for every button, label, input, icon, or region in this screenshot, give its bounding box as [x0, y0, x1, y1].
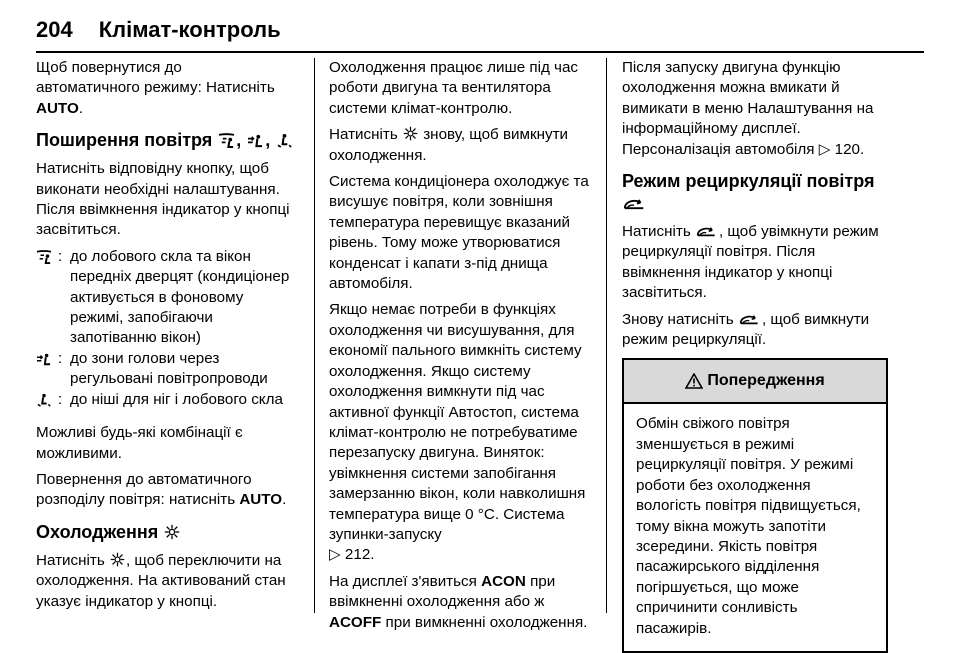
recirculation-heading: Режим рециркуляції повітря [622, 170, 888, 214]
settings-menu-paragraph: Після запуску двигуна функцію охолодження можна вмикати й вимикати в меню Налаштування на інформаційному дисплеї. Персоналізація автомобіля ▷ 120. [622, 59, 874, 158]
recirculation-icon [739, 314, 761, 326]
recirculation-icon [623, 198, 647, 211]
warning-text: Обмін свіжого повітря зменшується в режимі рециркуляції повітря. У режимі роботи без охолодження вологість повітря підвищується, тому вікна можуть запотіти зсередини. Якість повітря пасажирського відділення погіршується, що може спричинити сонливість пасажирів. [636, 415, 861, 637]
page-header [36, 10, 924, 50]
header-rule [36, 51, 924, 53]
page-number: 204 [36, 17, 73, 42]
column-2 [329, 58, 593, 639]
cooling-paragraph: Натисніть , щоб переключити на охолодження. На активований стан указує індикатор у кнопці. [36, 551, 286, 610]
ac-description-paragraph: Система кондиціонера охолоджує та висушує повітря, коли зовнішня температура перевищує вказаний рівень. Тому може утворюватися конденсат і капати з-під днища автомобіля. [329, 173, 589, 293]
warning-header [624, 360, 886, 404]
acon-label: ACON [481, 572, 526, 590]
windshield-airflow-icon [36, 250, 52, 264]
head-airflow-icon [36, 352, 52, 366]
warning-triangle-icon [685, 373, 703, 389]
column-divider [314, 58, 315, 613]
column-3 [622, 58, 888, 653]
auto-distribution-paragraph: Повернення до автоматичного розподілу повітря: натисніть AUTO. [36, 470, 287, 509]
column-divider [606, 58, 607, 613]
page-reference-arrow-icon: ▷ [818, 140, 831, 158]
acoff-label: ACOFF [329, 613, 382, 631]
page-reference: 120. [834, 140, 865, 158]
warning-box [622, 358, 888, 652]
head-airflow-icon [247, 133, 264, 148]
column-1 [36, 58, 300, 618]
snowflake-icon [164, 524, 180, 540]
fuel-economy-paragraph: Якщо немає потреби в функціях охолодження чи висушування, для економії пального вимкніть систему охолодження. Якщо систему охолодження вимкнути під час активної функції Автостоп, система клімат-контролю не потребуватиме перезапуску двигуна. Виняток: увімкнення системи запобігання замерзанню вікон, коли навколишня температура вище 0 °C. Система зупинки-запуску ▷ 212. [329, 301, 586, 564]
cooling-condition-paragraph: Охолодження працює лише під час роботи двигуна та вентилятора системи клімат-контролю. [329, 59, 579, 117]
cooling-off-paragraph: Натисніть знову, щоб вимкнути охолодження. [329, 126, 569, 164]
page-reference: 212. [344, 546, 375, 564]
definition-row: : до ніші для ніг і лобового скла [36, 390, 300, 413]
snowflake-icon [403, 126, 418, 141]
recirculation-off-paragraph: Знову натисніть , щоб вимкнути режим рециркуляції. [622, 310, 870, 349]
recirculation-icon [696, 226, 718, 238]
warning-title: Попередження [707, 372, 825, 390]
windshield-airflow-icon [218, 133, 235, 148]
cooling-heading: Охолодження [36, 521, 300, 543]
recirculation-on-paragraph: Натисніть , щоб увімкнути режим рециркуляції повітря. Після ввімкнення індикатор у кнопці засвітиться. [622, 223, 879, 302]
airflow-definition-list [36, 247, 300, 413]
airflow-heading: Поширення повітря , , [36, 129, 300, 151]
snowflake-icon [110, 552, 125, 567]
combinations-paragraph: Можливі будь-які комбінації є можливими. [36, 424, 243, 462]
display-message-paragraph: На дисплеї з'явиться ACON при ввімкненні охолодження або ж ACOFF при вимкненні охолодження. [329, 572, 588, 631]
auto-return-paragraph: Щоб повернутися до автоматичного режиму: Натисніть AUTO. [36, 59, 275, 117]
auto-label: AUTO [36, 99, 79, 117]
airflow-paragraph: Натисніть відповідну кнопку, щоб виконати необхідні налаштування. Після ввімкнення індикатор у кнопці засвітиться. [36, 160, 290, 239]
auto-label: AUTO [239, 491, 283, 509]
definition-row: : до зони голови через регульовані повітропроводи [36, 349, 300, 390]
page-reference-arrow-icon: ▷ [329, 546, 341, 564]
definition-row: : до лобового скла та вікон передніх дверцят (кондиціонер активується в фоновому режимі, запобігаючи запотіванню вікон) [36, 247, 300, 349]
feet-airflow-icon [276, 133, 293, 148]
feet-airflow-icon [36, 393, 52, 407]
page-title: Клімат-контроль [98, 17, 281, 42]
